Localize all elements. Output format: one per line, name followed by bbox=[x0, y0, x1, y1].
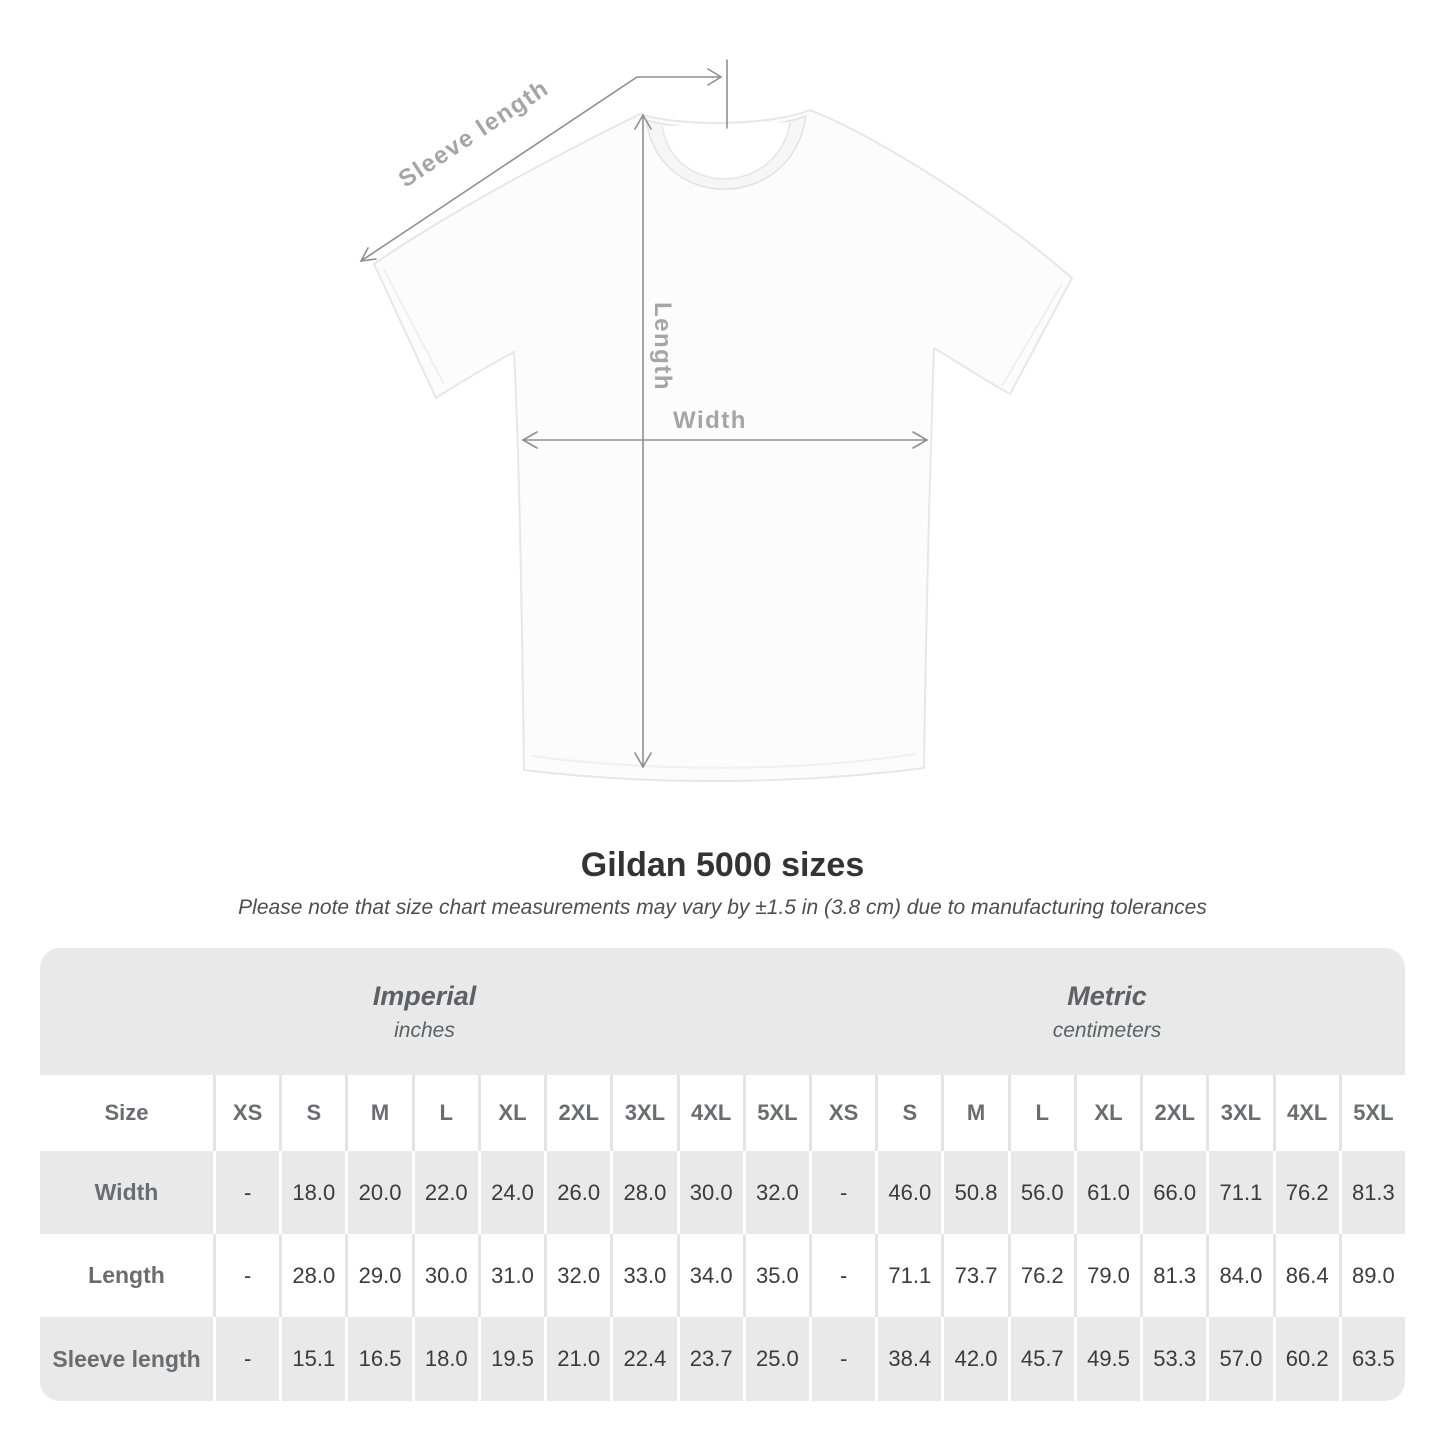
table-cell: 22.0 bbox=[412, 1151, 478, 1234]
sleeve-length-label: Sleeve length bbox=[393, 74, 554, 194]
table-cell: 38.4 bbox=[875, 1317, 941, 1401]
size-column-header: L bbox=[412, 1075, 478, 1151]
size-column-header: 5XL bbox=[1339, 1075, 1405, 1151]
table-cell: 45.7 bbox=[1008, 1317, 1074, 1401]
table-cell: 28.0 bbox=[610, 1151, 676, 1234]
table-cell: 42.0 bbox=[941, 1317, 1007, 1401]
size-column-header: L bbox=[1008, 1075, 1074, 1151]
table-cell: 30.0 bbox=[412, 1234, 478, 1317]
table-cell: 66.0 bbox=[1140, 1151, 1206, 1234]
metric-group-unit: centimeters bbox=[1052, 1018, 1162, 1042]
table-cell: 20.0 bbox=[345, 1151, 411, 1234]
tolerance-note: Please note that size chart measurements may vary by ±1.5 in (3.8 cm) due to manufacturing tolerances bbox=[238, 896, 1207, 919]
width-label: Width bbox=[673, 407, 747, 434]
table-cell: 33.0 bbox=[610, 1234, 676, 1317]
table-cell: 24.0 bbox=[478, 1151, 544, 1234]
size-column-header: 3XL bbox=[610, 1075, 676, 1151]
table-cell: 31.0 bbox=[478, 1234, 544, 1317]
table-cell: 56.0 bbox=[1008, 1151, 1074, 1234]
imperial-group-header bbox=[40, 948, 809, 1075]
size-column-header: XS bbox=[809, 1075, 875, 1151]
table-cell: 18.0 bbox=[279, 1151, 345, 1234]
table-cell: 32.0 bbox=[544, 1234, 610, 1317]
metric-group-label: Metric bbox=[1067, 980, 1147, 1011]
table-cell: 21.0 bbox=[544, 1317, 610, 1401]
size-column-header: S bbox=[279, 1075, 345, 1151]
table-cell: 26.0 bbox=[544, 1151, 610, 1234]
table-cell: 60.2 bbox=[1273, 1317, 1339, 1401]
table-cell: 63.5 bbox=[1339, 1317, 1405, 1401]
table-cell: 25.0 bbox=[743, 1317, 809, 1401]
imperial-group-label: Imperial bbox=[372, 980, 477, 1011]
tshirt-outline-image bbox=[374, 110, 1072, 781]
size-table bbox=[40, 948, 1405, 1401]
table-cell: - bbox=[213, 1234, 279, 1317]
row-label: Width bbox=[40, 1151, 213, 1234]
table-cell: 89.0 bbox=[1339, 1234, 1405, 1317]
table-cell: 81.3 bbox=[1140, 1234, 1206, 1317]
table-cell: 50.8 bbox=[941, 1151, 1007, 1234]
table-cell: 76.2 bbox=[1008, 1234, 1074, 1317]
table-cell: 76.2 bbox=[1273, 1151, 1339, 1234]
size-column-header: XL bbox=[478, 1075, 544, 1151]
size-column-header: 5XL bbox=[743, 1075, 809, 1151]
table-cell: 73.7 bbox=[941, 1234, 1007, 1317]
table-cell: 16.5 bbox=[345, 1317, 411, 1401]
metric-group-header bbox=[809, 948, 1405, 1075]
table-cell: 81.3 bbox=[1339, 1151, 1405, 1234]
table-cell: 49.5 bbox=[1074, 1317, 1140, 1401]
table-cell: - bbox=[809, 1151, 875, 1234]
table-cell: 86.4 bbox=[1273, 1234, 1339, 1317]
table-cell: 35.0 bbox=[743, 1234, 809, 1317]
size-column-header: 4XL bbox=[677, 1075, 743, 1151]
table-cell: - bbox=[213, 1151, 279, 1234]
table-cell: - bbox=[809, 1317, 875, 1401]
table-cell: 28.0 bbox=[279, 1234, 345, 1317]
table-cell: 29.0 bbox=[345, 1234, 411, 1317]
size-column-header: 2XL bbox=[1140, 1075, 1206, 1151]
table-cell: 71.1 bbox=[875, 1234, 941, 1317]
imperial-group-unit: inches bbox=[394, 1018, 455, 1042]
table-cell: 79.0 bbox=[1074, 1234, 1140, 1317]
row-label: Length bbox=[40, 1234, 213, 1317]
page-title: Gildan 5000 sizes bbox=[580, 846, 865, 884]
table-cell: 57.0 bbox=[1206, 1317, 1272, 1401]
table-cell: - bbox=[809, 1234, 875, 1317]
size-column-header: 3XL bbox=[1206, 1075, 1272, 1151]
table-cell: 61.0 bbox=[1074, 1151, 1140, 1234]
size-column-label: Size bbox=[40, 1075, 213, 1151]
size-column-header: XL bbox=[1074, 1075, 1140, 1151]
size-column-header: 2XL bbox=[544, 1075, 610, 1151]
table-cell: 15.1 bbox=[279, 1317, 345, 1401]
size-column-header: M bbox=[941, 1075, 1007, 1151]
size-column-header: S bbox=[875, 1075, 941, 1151]
table-cell: 46.0 bbox=[875, 1151, 941, 1234]
table-cell: 18.0 bbox=[412, 1317, 478, 1401]
table-cell: 19.5 bbox=[478, 1317, 544, 1401]
table-cell: 84.0 bbox=[1206, 1234, 1272, 1317]
size-column-header: M bbox=[345, 1075, 411, 1151]
row-label: Sleeve length bbox=[40, 1317, 213, 1401]
table-cell: 53.3 bbox=[1140, 1317, 1206, 1401]
table-cell: - bbox=[213, 1317, 279, 1401]
length-label: Length bbox=[649, 302, 676, 391]
table-cell: 23.7 bbox=[677, 1317, 743, 1401]
size-column-header: 4XL bbox=[1273, 1075, 1339, 1151]
table-cell: 32.0 bbox=[743, 1151, 809, 1234]
size-column-header: XS bbox=[213, 1075, 279, 1151]
table-cell: 34.0 bbox=[677, 1234, 743, 1317]
table-cell: 22.4 bbox=[610, 1317, 676, 1401]
table-cell: 71.1 bbox=[1206, 1151, 1272, 1234]
table-cell: 30.0 bbox=[677, 1151, 743, 1234]
